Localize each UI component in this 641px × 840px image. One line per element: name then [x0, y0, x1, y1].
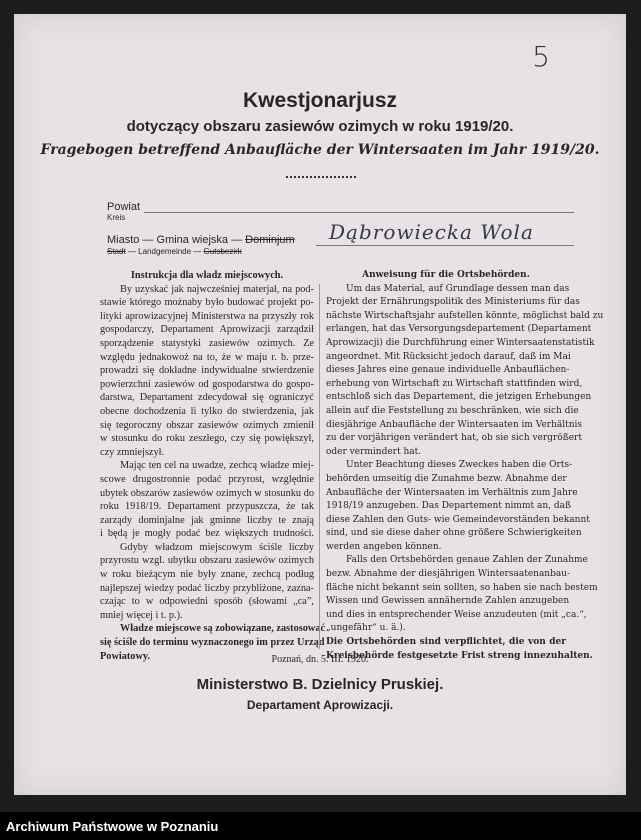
archive-name: Archiwum Państwowe w Poznaniu	[6, 819, 219, 834]
text-line: względu jednakowoż na to, że w maju r. b. prze-	[100, 351, 314, 363]
text-line: Gdyby władzom miejscowym ściśle liczby	[120, 541, 314, 553]
text-line: Falls den Ortsbehörden genaue Zahlen der Zunahme	[346, 555, 588, 566]
text-line: werden angeben können.	[326, 541, 442, 552]
municipality-label	[107, 234, 295, 246]
kreis-label: Kreis	[107, 213, 126, 222]
polish-instructions	[100, 269, 326, 663]
miasto-label: Miasto — Gmina wiejska —	[107, 234, 243, 246]
text-line: Kreisbehörde festgesetzte Frist streng innezuhalten.	[326, 650, 593, 661]
text-line: czy zmniejszył.	[100, 446, 165, 458]
stadt-label: Stadt	[107, 247, 126, 256]
text-line: oder vermindert hat.	[326, 446, 422, 457]
text-line: Powiatowy.	[100, 650, 151, 662]
municipality-label-de	[107, 247, 242, 256]
landgemeinde-label: — Landgemeinde —	[127, 247, 202, 256]
text-line: Wissen und Gewissen annähernde Zahlen anzugeben	[326, 596, 570, 607]
dominjum-label: Dominjum	[245, 234, 295, 246]
text-line: Um das Material, auf Grundlage dessen man das	[346, 283, 570, 294]
gutsbezirk-label: Gutsbezirk	[203, 247, 242, 256]
text-line: allein auf die Feststellung zu beschränken, wie sich die	[326, 405, 579, 416]
text-line: roku 1918/19. Departament przypuszcza, że tak	[100, 501, 314, 513]
text-line: diese Zahlen den Guts- wie Gemeindevorständen bekannt	[326, 514, 590, 525]
text-line: mniej więcej i t. p.).	[100, 609, 183, 621]
document-title: Kwestjonarjusz	[242, 89, 398, 112]
document-page	[14, 14, 626, 795]
text-line: i będą je mogły podać bez większych trudności.	[100, 528, 314, 540]
text-line: darstwa, Departament zdecydował się ograniczyć	[100, 392, 314, 404]
text-line: zu der vorjährigen verändert hat, ob sie sich vergrößert	[326, 433, 582, 444]
powiat-field[interactable]	[144, 212, 574, 213]
text-line: erlangen, hat das Versorgungsdepartement (Departament	[326, 324, 592, 335]
date-line: Poznań, dn. 5. III. 1920.	[271, 654, 369, 665]
text-line: und dies in entsprechender Weise anzudeuten (mit „ca.“,	[326, 609, 587, 620]
text-line: stawie którego możnaby było budować projekt po-	[100, 297, 314, 309]
text-line: lityki aprowizacyjnej Ministerstwa na przyszły rok	[100, 310, 314, 322]
text-line: sind, und sie diese daher ohne größere Schwierigkeiten	[326, 528, 582, 539]
text-line: zarządy dominjalne jak gminne liczby te znają	[100, 514, 314, 526]
text-line: bezw. Abnahme der diesjährigen Wintersaatenanbau-	[326, 569, 571, 580]
text-line: ubytek obszarów zasiewów ozimych w stosunku do	[100, 487, 314, 499]
polish-heading: Instrukcja dla władz miejscowych.	[130, 270, 284, 281]
text-line: dieses Jahres eine genaue individuelle Anbauflächen-	[326, 365, 570, 376]
text-line: sporządzenie statystyki zasiewów ozimych. Ze	[100, 337, 314, 349]
divider	[286, 176, 356, 178]
text-line: prowadzi się dokładne indywidualne stwierdzenie	[100, 365, 314, 377]
text-line: się tegoroczny obszar zasiewów ozimych zmienił	[100, 419, 314, 431]
text-line: 1918/19 anzugeben. Das Departement nimmt an, daß	[326, 501, 571, 512]
german-heading: Anweisung für die Ortsbehörden.	[362, 270, 530, 280]
text-line: angeordnet. Mit Rücksicht jedoch darauf, daß im Mai	[326, 351, 571, 362]
text-line: diesjährige Anbaufläche der Wintersaaten im Verhältnis	[326, 419, 583, 430]
municipality-field[interactable]	[316, 245, 574, 246]
text-line: entschloß sich das Departement, die jetzigen Erhebungen	[326, 392, 592, 403]
text-line: przyrostu wzgl. ubytku obszaru zasiewów ozimych	[100, 555, 314, 567]
text-line: erhebung von Wirtschaft zu Wirtschaft stattfinden wird,	[326, 378, 583, 389]
column-divider	[319, 284, 320, 649]
text-line: fläche nicht bekannt sein sollten, so haben sie nach bestem	[326, 582, 598, 593]
text-line: się ściśle do terminu wyznaczonego im przez Urząd	[100, 637, 325, 649]
page-number: 5	[532, 40, 550, 73]
text-line: czając to w odpowiedni sposób (słowami „ca”,	[100, 596, 314, 608]
subtitle-polish: dotyczący obszaru zasiewów ozimych w roku 1919/20.	[126, 118, 514, 135]
text-line: obecne dochodzenia li tylko do stwierdzenia, jak	[100, 405, 314, 417]
german-instructions	[326, 269, 604, 663]
powiat-label: Powiat	[107, 201, 141, 213]
text-line: Mając ten cel na uwadze, zechcą władze miej-	[120, 460, 314, 472]
text-line: w stosunku do roku zeszłego, czy się powiększył,	[100, 433, 314, 445]
text-line: Projekt der Ernährungspolitik des Ministeriums für das	[326, 297, 580, 308]
text-line: By uzyskać jak najwcześniej materjał, na pod-	[120, 283, 314, 295]
text-line: nächste Wirtschaftsjahr aufstellen könnte, möglichst bald zu	[326, 310, 604, 321]
ministry-name: Ministerstwo B. Dzielnicy Pruskiej.	[196, 676, 444, 693]
handwritten-entry: Dąbrowiecka Wola	[329, 220, 534, 244]
text-line: „ungefähr“ u. ä.).	[326, 623, 406, 634]
text-line: Unter Beachtung dieses Zweckes haben die Orts-	[346, 460, 573, 471]
text-line: Die Ortsbehörden sind verpflichtet, die von der	[326, 637, 566, 648]
text-line: scowe drugostronnie podać przyrost, względnie	[100, 473, 314, 485]
text-line: w roku bieżącym nie były znane, zechcą podług	[100, 569, 314, 581]
archive-footer	[0, 812, 641, 840]
text-line: Aprowizacji) die Durchführung einer Wintersaatenstatistik	[326, 337, 595, 348]
text-line: powierzchni zasiewów od gospodarstwa do gospo-	[100, 378, 314, 390]
text-line: Anbaufläche der Wintersaaten im Verhältnis zum Jahre	[326, 487, 578, 498]
text-line: Władze miejscowe są zobowiązane, zastosować	[120, 623, 326, 635]
text-line: gospodarczy, Departament Aprowizacji zarządził	[100, 324, 314, 336]
department-name: Departament Aprowizacji.	[246, 698, 394, 712]
text-line: behörden umseitig die Zunahme bezw. Abnahme der	[326, 473, 567, 484]
subtitle-german: Fragebogen betreffend Anbaufläche der Wintersaaten im Jahr 1919/20.	[40, 142, 600, 158]
text-line: najlepszej wiedzy podać liczby przybliżone, zaznа-	[100, 582, 314, 594]
